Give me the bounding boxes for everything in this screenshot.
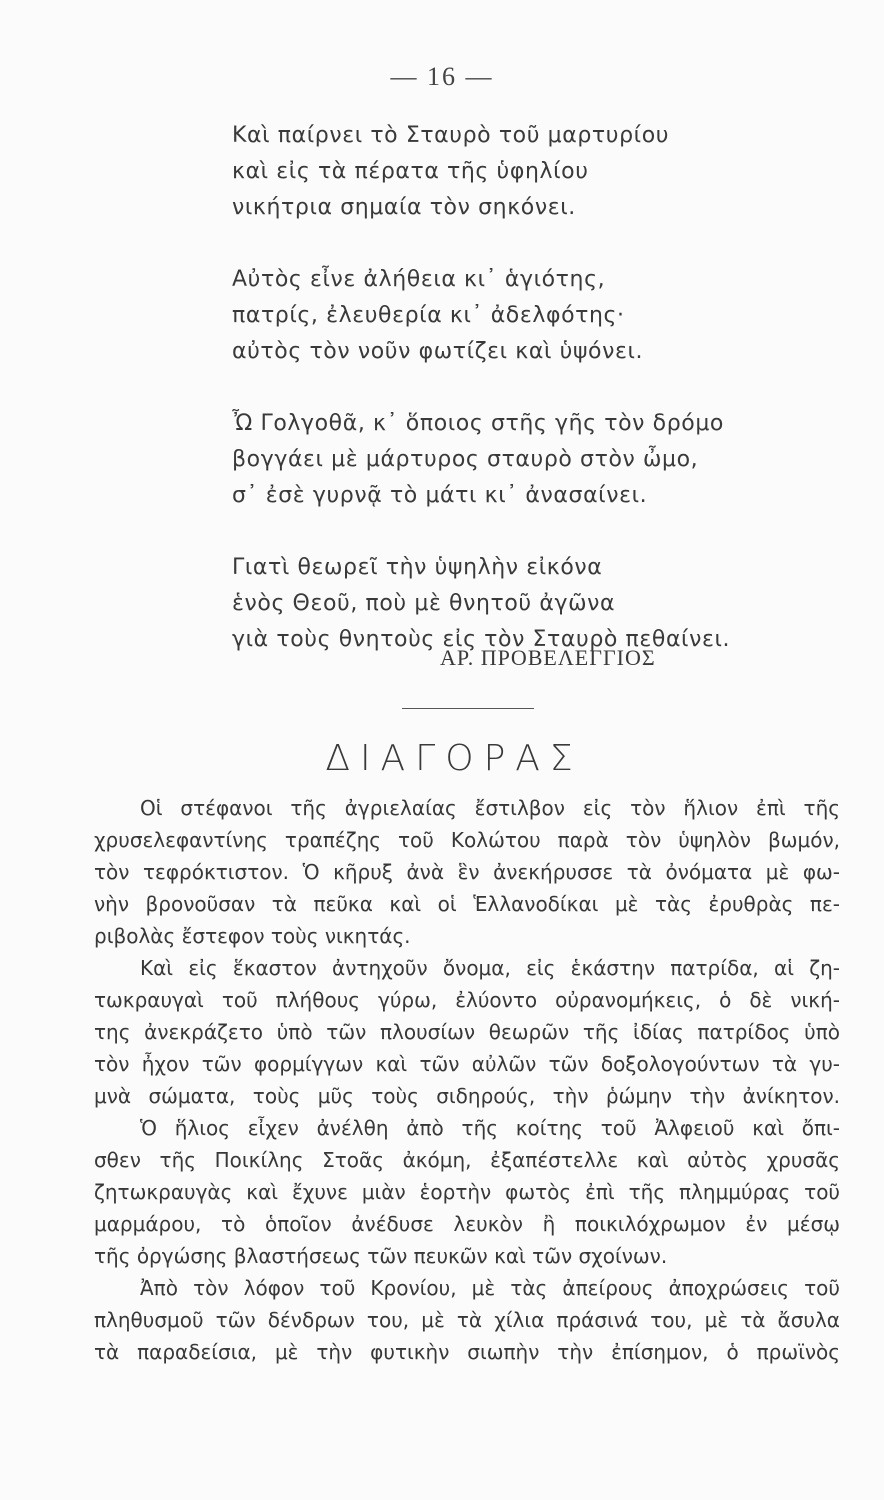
body-text-line: Ὁ ἥλιος εἶχεν ἀνέλθη ἀπὸ τῆς κοίτης τοῦ Ἀλφειοῦ καὶ ὄπι- <box>140 1116 840 1140</box>
body-text-line: τὸν ἦχον τῶν φορμίγγων καὶ τῶν αὐλῶν τῶν δοξολογούντων τὰ γυ- <box>94 1052 840 1076</box>
poem-line: γιὰ τοὺς θνητοὺς εἰς τὸν Σταυρὸ πεθαίνει. <box>232 627 731 652</box>
poem-signature: ΑΡ. ΠΡΟΒΕΛΕΓΓΙΟΣ <box>440 645 656 670</box>
poem-stanza <box>232 406 792 514</box>
article-body <box>94 792 840 1368</box>
body-text-line: της ἀνεκράζετο ὑπὸ τῶν πλουσίων θεωρῶν τῆς ἰδίας πατρίδος ὑπὸ <box>94 1020 840 1044</box>
poem-stanza <box>232 118 792 226</box>
poem-line: Καὶ παίρνει τὸ Σταυρὸ τοῦ μαρτυρίου <box>232 123 670 148</box>
body-text-line: Ἀπὸ τὸν λόφον τοῦ Κρονίου, μὲ τὰς ἀπείρους ἀποχρώσεις τοῦ <box>140 1276 840 1300</box>
poem-line: αὐτὸς τὸν νοῦν φωτίζει καὶ ὑψόνει. <box>232 339 644 364</box>
body-text-line: μνὰ σώματα, τοὺς μῦς τοὺς σιδηρούς, τὴν ῥώμην τὴν ἀνίκητον. <box>94 1084 840 1108</box>
page-number: — 16 — <box>390 62 494 91</box>
body-text-line: ριβολὰς ἔστεφον τοὺς νικητάς. <box>94 924 411 948</box>
poem <box>232 118 792 694</box>
body-text-line: σθεν τῆς Ποικίλης Στοᾶς ἀκόμη, ἐξαπέστελλε καὶ αὐτὸς χρυσᾶς <box>94 1148 840 1172</box>
poem-line: βογγάει μὲ μάρτυρος σταυρὸ στὸν ὦμο, <box>232 447 699 472</box>
poem-line: Ὦ Γολγοθᾶ, κ᾽ ὅποιος στῆς γῆς τὸν δρόμο <box>232 411 724 436</box>
body-text-line: τὰ παραδείσια, μὲ τὴν φυτικὴν σιωπὴν τὴν ἐπίσημον, ὁ πρωϊνὸς <box>94 1340 840 1364</box>
article-title: ΔΙΑΓΟΡΑΣ <box>325 738 583 779</box>
poem-line: Αὐτὸς εἶνε ἀλήθεια κι᾽ ἁγιότης, <box>232 267 606 292</box>
body-text-line: νὴν βρονοῦσαν τὰ πεῦκα καὶ οἱ Ἑλλανοδίκαι μὲ τὰς ἐρυθρὰς πε- <box>94 892 840 916</box>
body-text-line: ζητωκραυγὰς καὶ ἔχυνε μιὰν ἑορτὴν φωτὸς ἐπὶ τῆς πλημμύρας τοῦ <box>94 1180 840 1204</box>
body-text-line: πληθυσμοῦ τῶν δένδρων του, μὲ τὰ χίλια πράσινά του, μὲ τὰ ἄσυλα <box>94 1308 840 1332</box>
body-text-line: τὸν τεφρόκτιστον. Ὁ κῆρυξ ἀνὰ ἓν ἀνεκήρυσσε τὰ ὀνόματα μὲ φω- <box>94 860 840 884</box>
poem-line: σ᾽ ἐσὲ γυρνᾷ τὸ μάτι κι᾽ ἀνασαίνει. <box>232 483 648 508</box>
poem-stanza <box>232 550 792 658</box>
section-divider <box>402 708 534 709</box>
poem-stanza <box>232 262 792 370</box>
body-text-line: μαρμάρου, τὸ ὁποῖον ἀνέδυσε λευκὸν ἢ ποικιλόχρωμον ἐν μέσῳ <box>94 1212 840 1236</box>
body-text-line: Καὶ εἰς ἕκαστον ἀντηχοῦν ὄνομα, εἰς ἑκάστην πατρίδα, αἱ ζη- <box>140 956 840 980</box>
poem-line: καὶ εἰς τὰ πέρατα τῆς ὑφηλίου <box>232 159 589 184</box>
poem-line: πατρίς, ἐλευθερία κι᾽ ἀδελφότης· <box>232 303 625 328</box>
body-text-line: τωκραυγαὶ τοῦ πλήθους γύρω, ἐλύοντο οὐρανομήκεις, ὁ δὲ νική- <box>94 988 840 1012</box>
body-text-line: χρυσελεφαντίνης τραπέζης τοῦ Κολώτου παρὰ τὸν ὑψηλὸν βωμόν, <box>94 828 840 852</box>
body-text-line: Οἱ στέφανοι τῆς ἀγριελαίας ἔστιλβον εἰς τὸν ἥλιον ἐπὶ τῆς <box>140 796 840 820</box>
body-text-line: τῆς ὀργώσης βλαστήσεως τῶν πευκῶν καὶ τῶν σχοίνων. <box>94 1244 668 1268</box>
poem-line: ἑνὸς Θεοῦ, ποὺ μὲ θνητοῦ ἀγῶνα <box>232 591 616 616</box>
poem-line: Γιατὶ θεωρεῖ τὴν ὑψηλὴν εἰκόνα <box>232 555 603 580</box>
poem-line: νικήτρια σημαία τὸν σηκόνει. <box>232 195 576 220</box>
